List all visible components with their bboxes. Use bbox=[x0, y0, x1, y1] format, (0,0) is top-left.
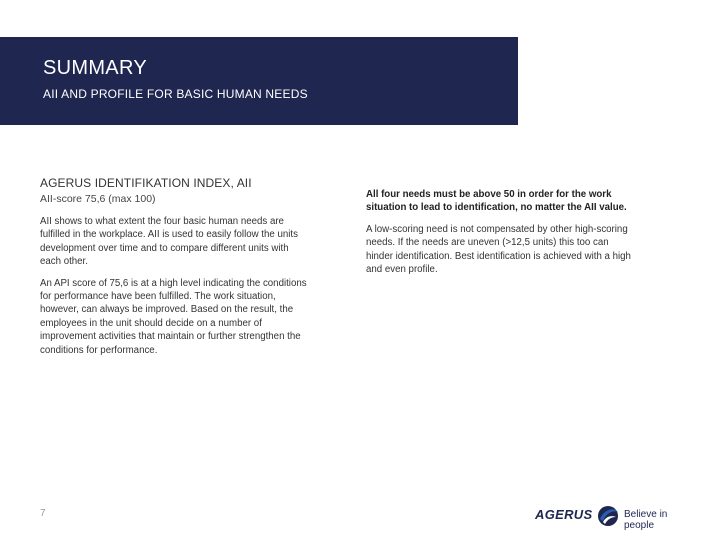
score-line: AII-score 75,6 (max 100) bbox=[40, 193, 156, 205]
section-heading: AGERUS IDENTIFIKATION INDEX, AII bbox=[40, 176, 252, 190]
logo-tagline: Believe in people bbox=[624, 509, 668, 531]
agerus-swoosh-icon bbox=[596, 503, 620, 529]
profile-paragraph: A low-scoring need is not compensated by other high-scoring needs. If the needs are uneven (>12,5 units) this too can hinder identification. Best identification is achieved with a high and even profile. bbox=[366, 223, 631, 276]
needs-threshold-paragraph: All four needs must be above 50 in order for the work situation to lead to identification, no matter the AII value. bbox=[366, 189, 627, 214]
logo-wordmark: AGERUS bbox=[535, 507, 593, 522]
left-column bbox=[40, 176, 312, 365]
header-banner bbox=[0, 37, 518, 125]
right-column bbox=[366, 188, 638, 284]
agerus-logo bbox=[535, 503, 685, 529]
page-title: SUMMARY bbox=[43, 57, 147, 79]
page-number: 7 bbox=[40, 508, 46, 519]
aii-description-paragraph: AII shows to what extent the four basic human needs are fulfilled in the workplace. AII is used to easily follow the units development over time and to compare different units with each other. bbox=[40, 216, 298, 268]
score-interpretation-paragraph: An API score of 75,6 is at a high level indicating the conditions for performance have been fulfilled. The work situation, however, can always be improved. Based on the result, the employees in the unit should decide on a number of improvement activities that maintain or further strengthen the conditions for performance. bbox=[40, 277, 307, 356]
page-subtitle: AII AND PROFILE FOR BASIC HUMAN NEEDS bbox=[43, 87, 308, 101]
